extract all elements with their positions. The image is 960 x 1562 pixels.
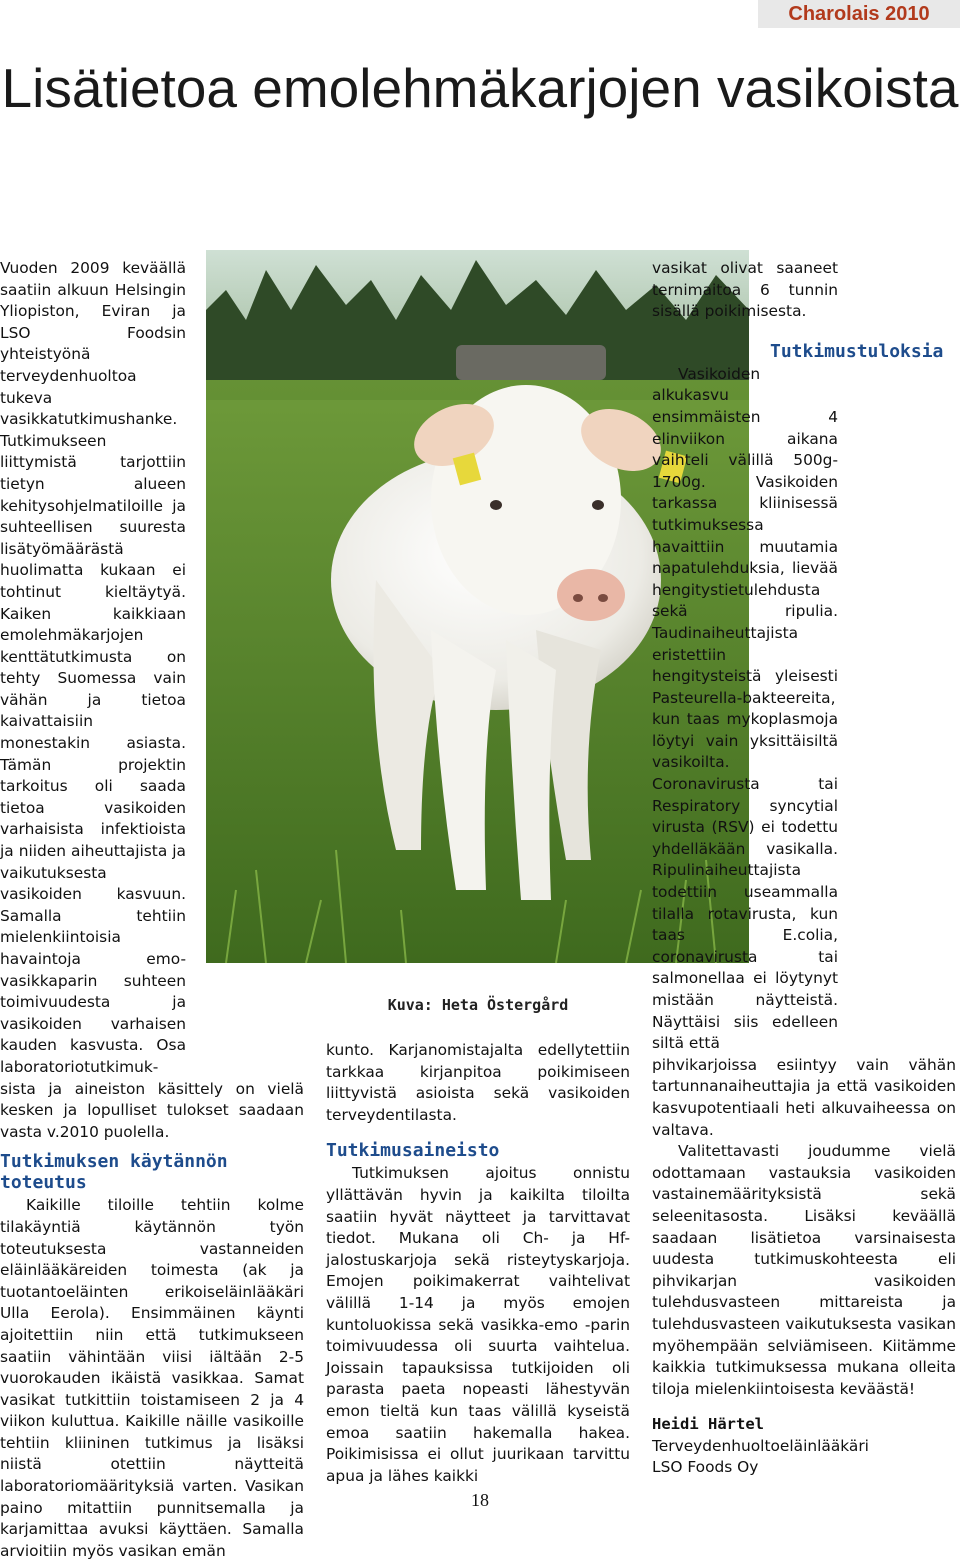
author-role: Terveydenhuoltoeläinlääkäri xyxy=(652,1436,869,1455)
publication-header: Charolais 2010 xyxy=(758,0,960,28)
page-number: 18 xyxy=(471,1490,489,1510)
aineisto-continuation: vasikat olivat saaneet ternimaitoa 6 tunnin sisällä poikimisesta. xyxy=(652,259,838,321)
toteutus-continuation: kunto. Karjanomistajalta edellytettiin tarkkaa kirjanpitoa poikimiseen liittyvistä asioista sekä vasikoiden terveydentilasta. xyxy=(326,1041,630,1124)
column-3 xyxy=(652,258,956,1479)
section-heading-toteutus: Tutkimuksen käytännön toteutus xyxy=(0,1151,228,1194)
tuloksia-text-wide: pihvikarjoissa esiintyy vain vähän tartunnanaiheuttajia ja että vasikoiden kasvupotentiaali heti alkuvaiheessa on valtava. xyxy=(652,1055,956,1139)
section-heading-aineisto: Tutkimusaineisto xyxy=(326,1140,500,1162)
article-title xyxy=(0,58,960,118)
aineisto-text: Tutkimuksen ajoitus onnistu yllättävän hyvin ja kaikilta tiloilta saatiin hyvät näytteet ja tarvittavat tiedot. Mukana oli Ch- ja Hf-jalostuskarjoja sekä risteytyskarjoja. Emojen poikimakerrat vaihtelivat välillä 1-14 ja myös emojen kuntoluokissa sekä vasikka-emo -parin toimivuudessa oli suurta vaihtelua. Joissain tapauksissa tutkijoiden oli parasta paeta nopeasti lähestyvän emon tieltä kun taas välillä kyseistä emoa saatiin hakemalla hakea. Poikimisissa ei ollut juurikaan tarvittu apua ja lähes kaikki xyxy=(326,1164,630,1485)
section-heading-tuloksia: Tutkimustuloksia xyxy=(770,340,944,362)
tuloksia-para2: Valitettavasti joudumme vielä odottamaan vastauksia vasikoiden vastainemäärityksistä sekä seleenitasosta. Lisäksi keväällä saadaan lisätietoa varsinaisesta uudesta tutkimuskohteesta eli pihvikarjan vasikoiden tulehdusvasteen mittareista ja tulehdusvasteen vaikutuksesta vasikan myöhempään selviämiseen. Kiitämme kaikkia tutkimuksessa mukana olleita tiloja mielenkiintoisesta keväästä! xyxy=(652,1142,956,1398)
tuloksia-text-narrow: Vasikoiden alkukasvu ensimmäisten 4 elinviikon aikana vaihteli välillä 500g-1700g. Vasikoiden tarkassa kliinisessä tutkimuksessa havaittiin muutamia napatulehduksia, lievää hengitystietulehdusta sekä ripulia. Taudinaiheuttajista eristettiin hengitysteistä yleisesti Pasteurella-bakteereita, kun taas mykoplasmoja löytyi vain yksittäisiltä vasikoilta. Coronavirusta tai Respiratory syncytial virusta (RSV) ei todettu yhdelläkään vasikalla. Ripulinaiheuttajista todettiin useammalla tilalla rotavirusta, kun taas E.colia, coronavirusta tai salmonellaa ei löytynyt mistään näytteistä. Näyttäisi siis edelleen siltä että xyxy=(652,364,838,1053)
article-title-text: Lisätietoa emolehmäkarjojen vasikoista xyxy=(1,57,959,119)
toteutus-text: Kaikille tiloille tehtiin kolme tilakäyntiä käytännön työn toteutuksesta vastanneiden eläinlääkäreiden toimesta (ak ja tuotantoeläinten erikoiseläinlääkäri Ulla Eerola). Ensimmäinen käynti ajoitettiin niin että tutkimukseen saatiin vähintään viisi iältään 2-5 vuorokauden ikäistä vasikkaa. Samat vasikat tutkittiin toistamiseen 2 ja 4 viikon kuluttua. Kaikille näille vasikoille tehtiin kliininen tutkimus ja lisäksi niistä otettiin näytteitä laboratoriomäärityksiä varten. Vasikan paino mitattiin punnitsemalla ja karjamittaa avuksi käyttäen. Samalla arvioitiin myös vasikan emän xyxy=(0,1196,304,1560)
photo-caption: Kuva: Heta Östergård xyxy=(387,996,569,1014)
intro-text-wide: sista ja aineiston käsittely on vielä kesken ja lopulliset tulokset saadaan vasta v.2010 puolella. xyxy=(0,1079,304,1141)
column-2 xyxy=(326,1040,630,1487)
author-name: Heidi Härtel xyxy=(652,1415,764,1434)
author-block xyxy=(652,1414,956,1479)
intro-text-narrow: Vuoden 2009 keväällä saatiin alkuun Helsingin Yliopiston, Eviran ja LSO Foodsin yhteistyönä terveydenhuoltoa tukeva vasikkatutkimushanke. Tutkimukseen liittymistä tarjottiin tietyn alueen kehitysohjelmatiloille ja suhteellisen suuresta lisätyömäärästä huolimatta kukaan ei tohtinut kieltäytyä. Kaiken kaikkiaan emolehmäkarjojen kenttätutkimusta on tehty Suomessa vain vähän ja tietoa kaivattaisiin monestakin asiasta. Tämän projektin tarkoitus oli saada tietoa vasikoiden varhaisista infektioista ja niiden aiheuttajista ja vaikutuksesta vasikoiden kasvuun. Samalla tehtiin mielenkiintoisia havaintoja emo-vasikkaparin suhteen toimivuudesta ja vasikoiden varhaisen kauden kasvusta. Osa laboratoriotutkimuk- xyxy=(0,259,186,1076)
author-org: LSO Foods Oy xyxy=(652,1458,759,1477)
